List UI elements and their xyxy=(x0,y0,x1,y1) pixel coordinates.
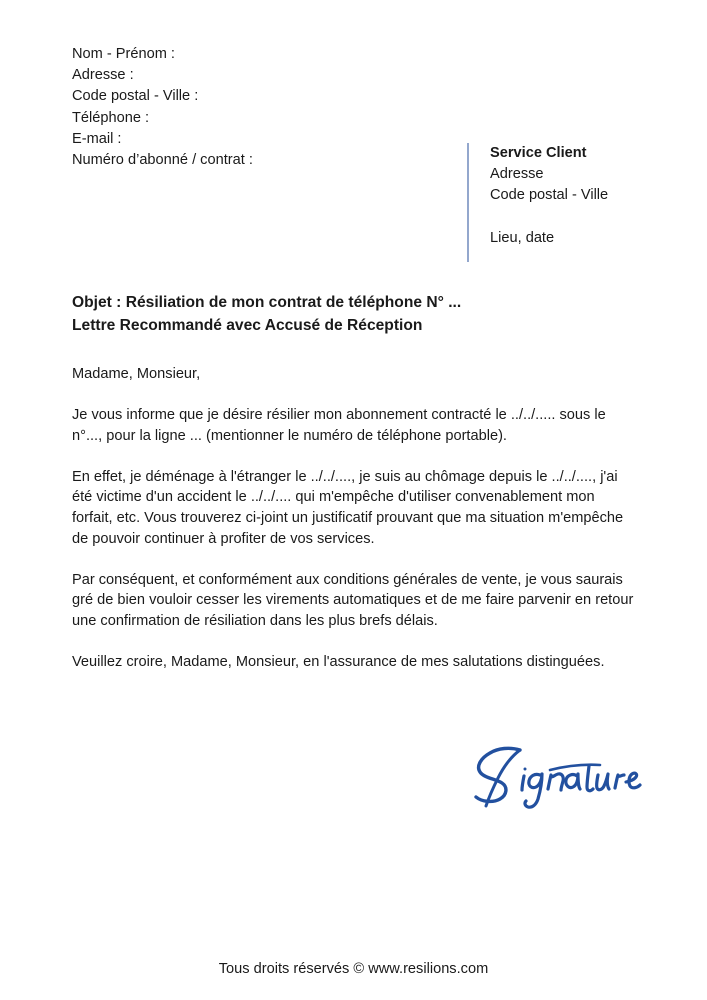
sender-line-address: Adresse : xyxy=(72,67,134,84)
subject-block xyxy=(72,292,461,337)
signature-image xyxy=(462,744,642,810)
sender-line-name: Nom - Prénom : xyxy=(72,46,175,62)
subject-line-registered-mail: Lettre Recommandé avec Accusé de Réception xyxy=(72,316,423,334)
recipient-spacer xyxy=(490,207,608,228)
body-paragraph-1: Je vous informe que je désire résilier mon abonnement contracté le ../../..... sous le n°..., pour la ligne ... (mentionner le numéro de téléphone portable). xyxy=(72,407,606,444)
body-salutation: Madame, Monsieur, xyxy=(72,366,201,382)
recipient-name: Service Client xyxy=(490,145,587,161)
sender-block xyxy=(72,44,253,171)
recipient-city: Code postal - Ville xyxy=(490,187,609,204)
recipient-address: Adresse xyxy=(490,166,544,183)
sender-line-phone: Téléphone : xyxy=(72,109,150,126)
sender-line-city: Code postal - Ville : xyxy=(72,88,199,105)
recipient-block xyxy=(467,143,608,262)
place-and-date: Lieu, date xyxy=(490,229,555,246)
body-closing: Veuillez croire, Madame, Monsieur, en l'assurance de mes salutations distinguées. xyxy=(72,653,605,670)
letter-body xyxy=(72,364,636,673)
body-paragraph-2: En effet, je déménage à l'étranger le ../../...., je suis au chômage depuis le ../../...., j'ai été victime d'un accident le ../../.... qui m'empêche d'utiliser convenablement mon forfait, etc. Vous trouverez ci-joint un justificatif prouvant que ma situation m'empêche de pouvoir continuer à profiter de vos services. xyxy=(72,468,624,547)
subject-line-object: Objet : Résiliation de mon contrat de téléphone N° ... xyxy=(72,294,462,311)
footer-copyright: Tous droits réservés © www.resilions.com xyxy=(218,961,489,977)
sender-line-email: E-mail : xyxy=(72,130,122,147)
body-paragraph-3: Par conséquent, et conformément aux conditions générales de vente, je vous saurais gré de bien vouloir cesser les virements automatiques et de me faire parvenir en retour une confirmation de résiliation dans les plus brefs délais. xyxy=(72,571,634,629)
sender-line-account-number: Numéro d’abonné / contrat : xyxy=(72,152,253,169)
